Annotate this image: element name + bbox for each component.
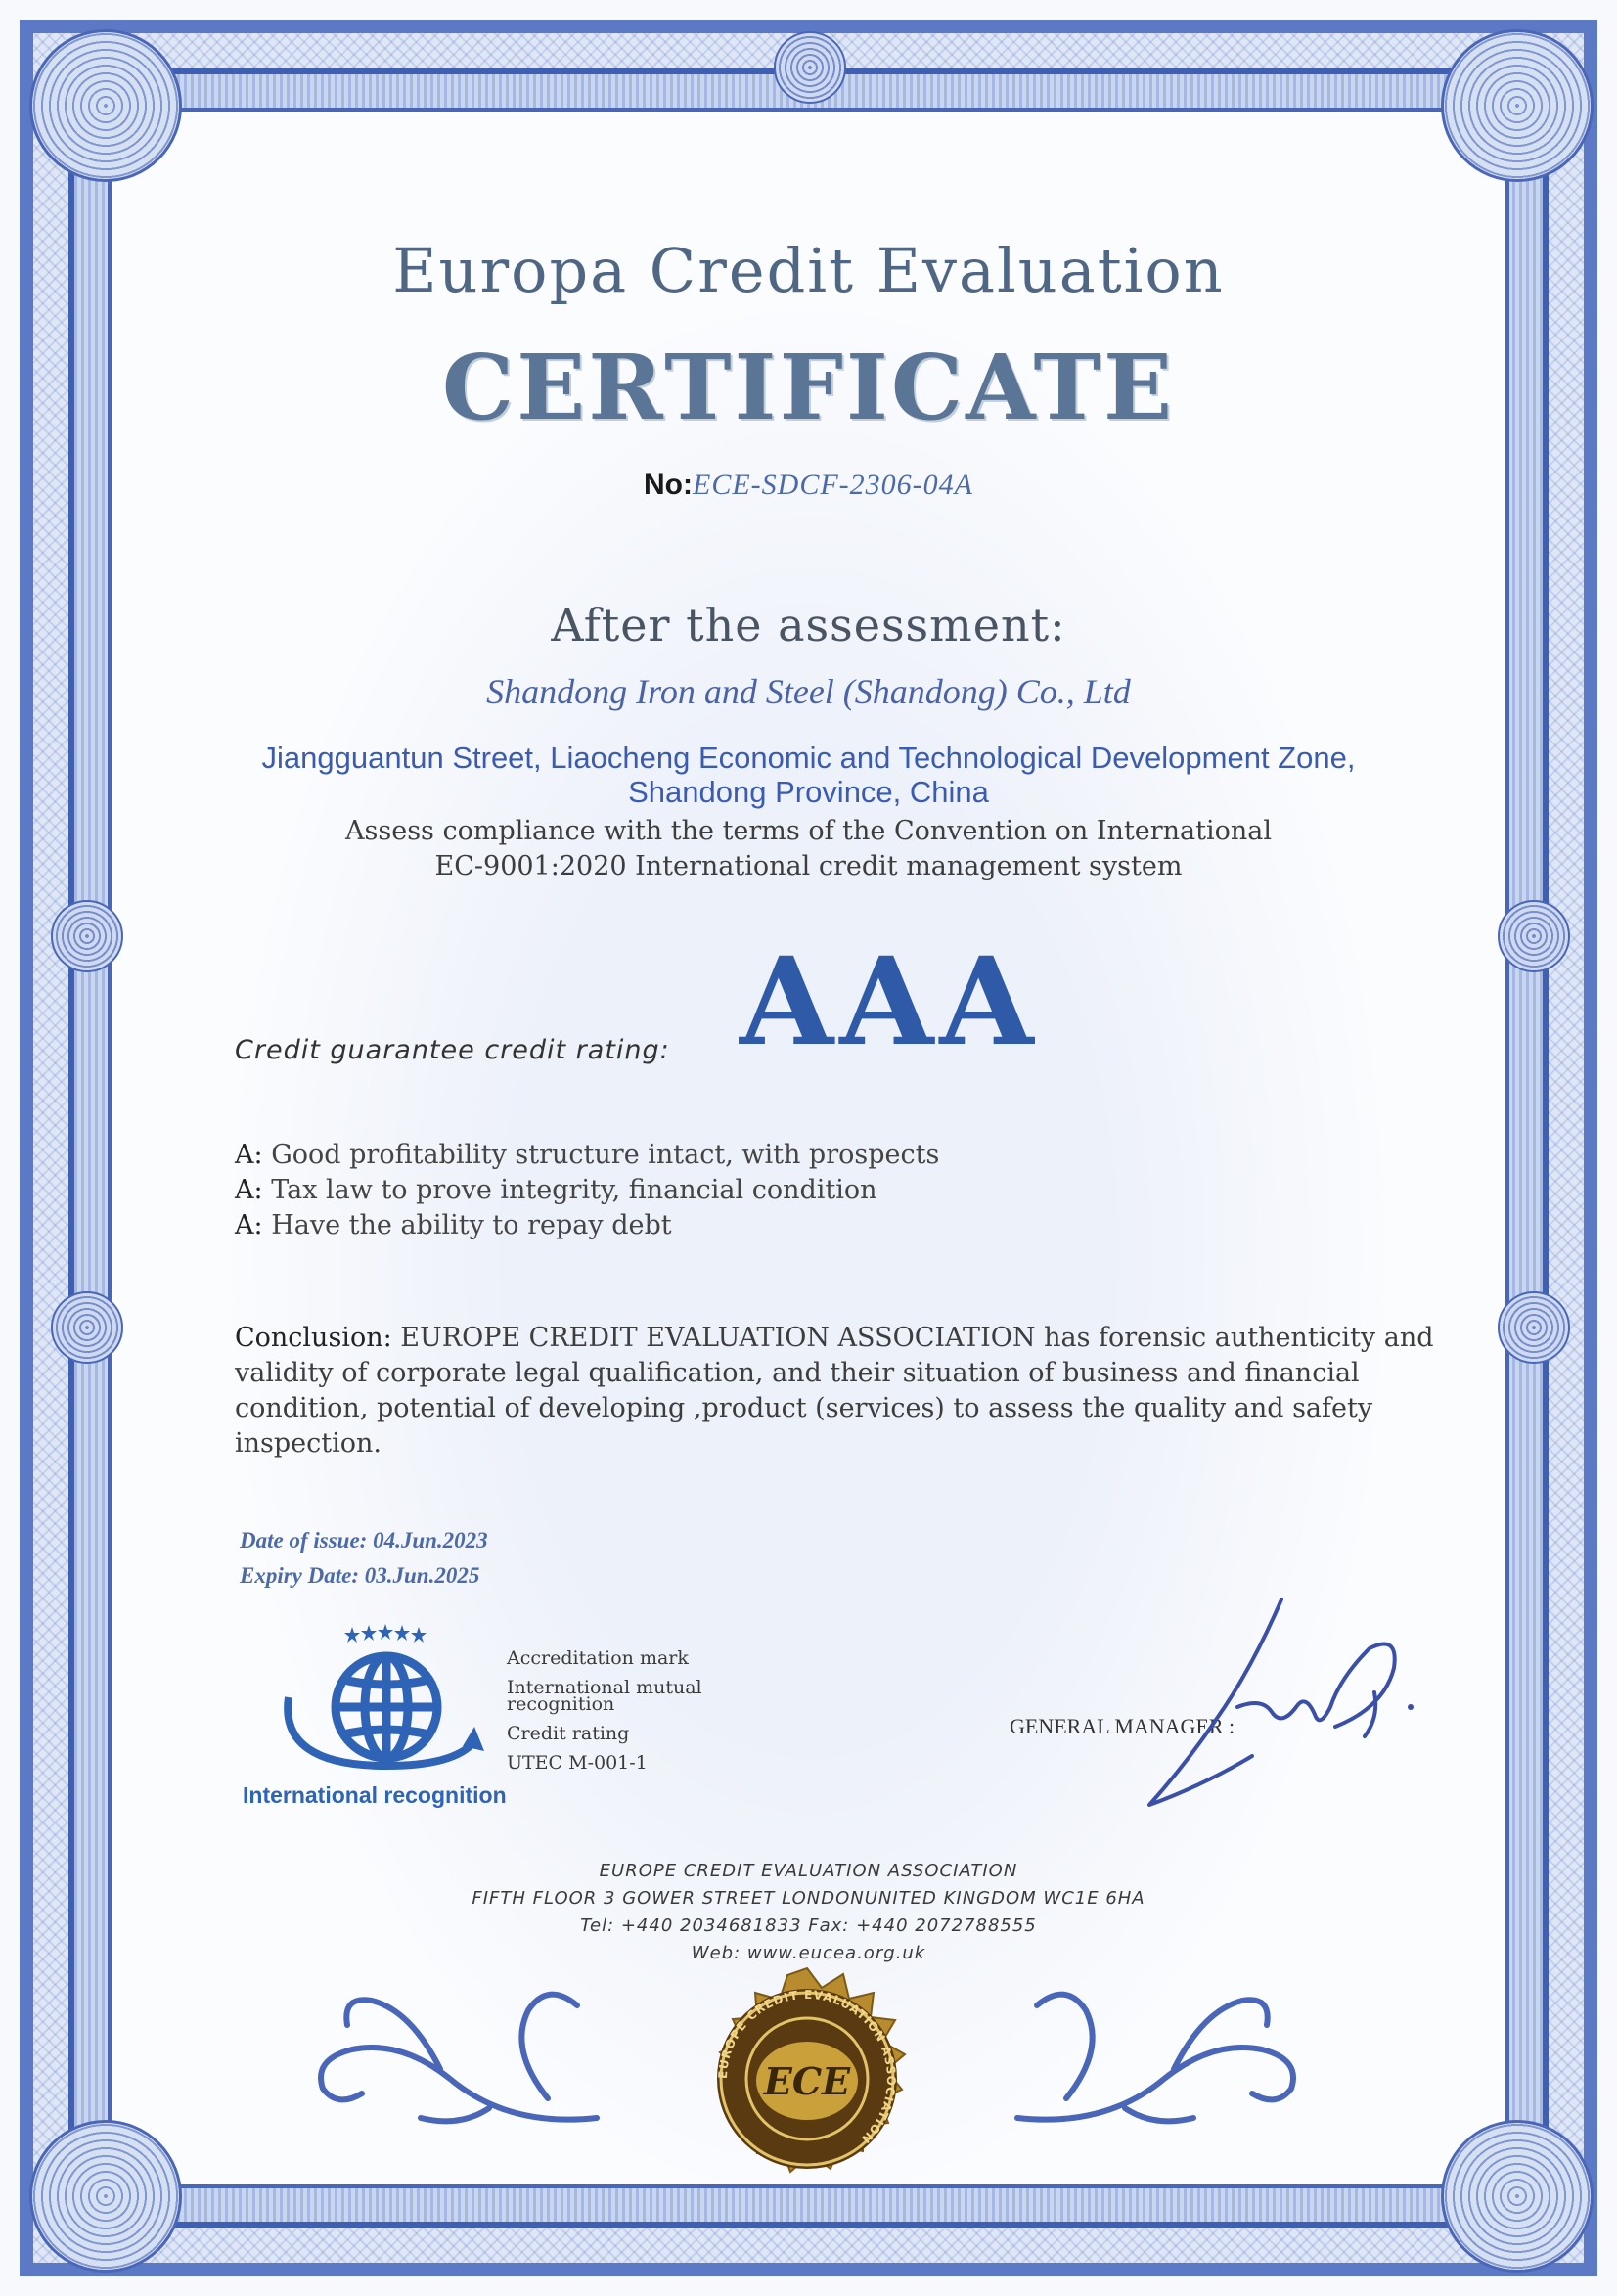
svg-text:ECE: ECE [763,2059,851,2103]
assessment-scope-line-2: EC-9001:2020 International credit management system [434,851,1183,881]
company-address-line-1: Jiangguantun Street, Liaocheng Economic and Technological Development Zone, [261,741,1356,775]
certificate-title: CERTIFICATE [441,335,1176,440]
rating-point [235,1140,939,1170]
top-rosette [774,31,846,104]
globe-icon [279,1619,494,1785]
logo-caption: International recognition [243,1782,507,1808]
accreditation-line: recognition [507,1693,615,1715]
conclusion [235,1321,1448,1462]
corner-rosette-bottom-left [29,2120,182,2273]
side-rosette-left-upper [51,900,123,972]
ece-seal-icon [695,1966,920,2191]
rating-point-text: Tax law to prove integrity, financial condition [271,1175,877,1205]
corner-rosette-top-left [29,29,182,182]
rating-label: Credit guarantee credit rating: [235,1035,670,1065]
corner-rosette-top-right [1441,29,1594,182]
side-rosette-left-lower [51,1291,123,1364]
certificate-issuer-title: Europa Credit Evaluation [392,235,1225,306]
rating-point [235,1210,672,1240]
corner-rosette-bottom-right [1441,2120,1594,2273]
rating-point-text: Good profitability structure intact, with prospects [271,1140,940,1170]
association-name: EUROPE CREDIT EVALUATION ASSOCIATION [599,1861,1018,1881]
general-manager-label: GENERAL MANAGER : [1010,1714,1235,1738]
accreditation-line: UTEC M-001-1 [507,1752,648,1774]
flourish-ornament-left [293,1952,606,2147]
side-rosette-right-lower [1498,1291,1570,1364]
signature [1135,1590,1428,1815]
certificate-number [0,468,1617,502]
accreditation-line: Credit rating [507,1723,630,1744]
association-address: FIFTH FLOOR 3 GOWER STREET LONDONUNITED KINGDOM WC1E 6HA [472,1888,1145,1909]
side-rosette-right-upper [1498,900,1570,972]
expiry-date: Expiry Date: 03.Jun.2025 [240,1563,480,1588]
company-name: Shandong Iron and Steel (Shandong) Co., Ltd [486,672,1131,711]
company-address-line-2: Shandong Province, China [628,775,989,809]
rating-point [235,1175,877,1205]
rating-point-text: Have the ability to repay debt [271,1210,672,1240]
rating-point-key: A: [235,1140,263,1170]
svg-text:EUROPE CREDIT EVALUATION ASSOC: EUROPE CREDIT EVALUATION ASSOCIATION [715,1987,899,2147]
conclusion-text: EUROPE CREDIT EVALUATION ASSOCIATION has forensic authenticity and validity of corporate legal qualification, and their situation of business and financial condition, potential of developing ,product (services) to assess the quality and safety inspection. [235,1323,1434,1459]
association-phone: Tel: +440 2034681833 Fax: +440 2072788555 [580,1915,1037,1936]
certificate-number-value: ECE-SDCF-2306-04A [693,469,973,501]
accreditation-line: International mutual [507,1677,702,1698]
assessment-scope-line-1: Assess compliance with the terms of the Convention on International [345,816,1272,846]
assessment-heading: After the assessment: [551,599,1066,652]
rating-point-key: A: [235,1210,263,1240]
date-of-issue: Date of issue: 04.Jun.2023 [240,1528,488,1553]
rating-value: AAA [740,931,1040,1073]
rating-point-key: A: [235,1175,263,1205]
certificate-number-label: No [644,469,684,501]
association-web: Web: www.eucea.org.uk [691,1943,926,1963]
certificate-number-separator: : [683,469,694,501]
flourish-ornament-right [1008,1952,1321,2147]
conclusion-label: Conclusion: [235,1323,392,1353]
accreditation-line: Accreditation mark [507,1647,689,1669]
